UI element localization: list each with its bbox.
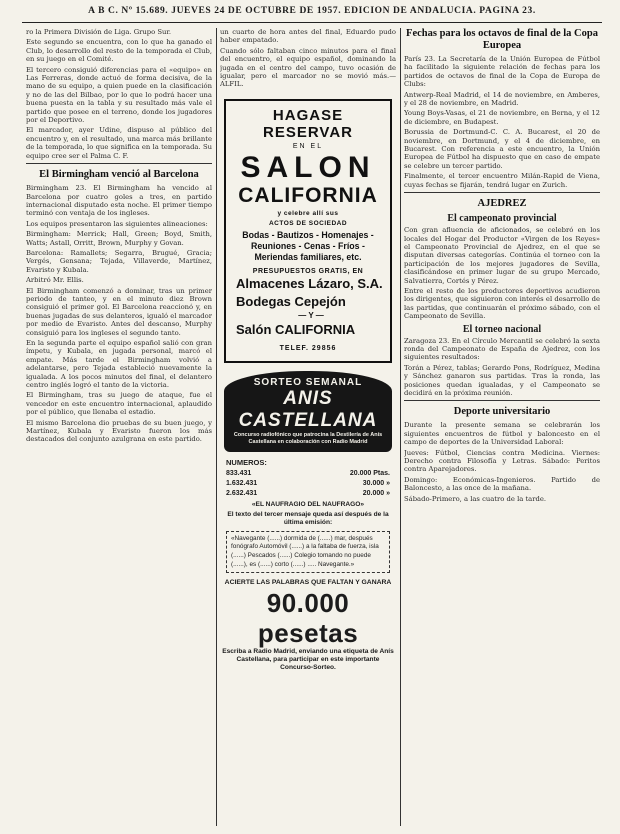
prize-amount: 90.000 pesetas (257, 587, 359, 648)
article-paragraph: Arbitró Mr. Ellis. (26, 276, 84, 285)
ad-line: y celebre allí sus (277, 209, 339, 217)
article-paragraph: El marcador, ayer Udine, dispuso al público del encuentro y, en el resultado, una marca más brillante de la temporada, lo que significa en la temporada. Su equipo cree ser el Palma C. F. (26, 126, 212, 160)
ad-anis-sub: Concurso radiofónico que patrocina la Destilería de Anís Castellana en colaboración con Radio Madrid (233, 431, 383, 445)
number: 833.431 (226, 469, 252, 477)
article-paragraph: Este segundo se encuentra, con lo que ha ganado el Club, lo desarrollo del resto de la temporada el Club, en su juego en el Comité. (26, 38, 212, 64)
headline-ajedrez: AJEDREZ (477, 198, 527, 210)
article-paragraph: Domingo: Económicas-Ingenieros. Partido de Baloncesto, a las once de la mañana. (404, 475, 600, 493)
article-paragraph: Entre el resto de los productores deportivos acudieron los dirigentes, que siguieron con interés el desarrollo de las partidas, que continuarán el próximo sábado, con el Campeonato de Sevilla. (404, 286, 600, 321)
prize-ad (220, 579, 396, 671)
headline-deporte-universitario: Deporte universitario (453, 406, 551, 418)
number: 2.632.431 (226, 489, 258, 497)
ad-business-california: Salón CALIFORNIA (236, 321, 356, 337)
ad-reserve-heading: HAGASE RESERVAR (263, 106, 353, 141)
right-column (404, 28, 600, 826)
ad-telephone: TELEF. 29856 (279, 344, 337, 352)
ad-events: Bodas - Bautizos - Homenajes - Reuniones - Cenas - Fríos - Meriendas familiares, etc. (242, 229, 374, 262)
headline-copa-europea: Fechas para los octavos de final de la Copa Europea (406, 28, 598, 51)
ad-sorteo: SORTEO SEMANAL (253, 376, 363, 388)
header-rule (22, 22, 602, 23)
article-paragraph: El tercero consiguió diferencias para el «equipo» en Las Ferreras, donde actuó de forma decisiva, de la mano de su equipo, a quien puede en la clasificación y no de las del Bilbao, por lo que lo podrá hacer una buena puesta en la tabla y su resultado más vale el partido que posee en el terreno, donde los jugadores por el Deportivo. (26, 65, 212, 125)
amount: 20.000 » (362, 489, 390, 497)
column-divider-right (400, 28, 401, 826)
column-divider-left (216, 28, 217, 826)
anis-castellana-ad (224, 371, 392, 452)
winning-numbers (226, 458, 390, 499)
article-paragraph: Borussia de Dortmund-C. C. A. Bucarest, el 20 de noviembre, en Dortmund, y el 4 de diciembre, en Bucarest. Con referencia a este encuentro, la Unión Europea de Fútbol ha dispuesto que en caso de empate se celebre un tercer partido. (404, 128, 600, 170)
ad-texto: El texto del tercer mensaje queda así después de la última emisión: (227, 510, 389, 526)
ad-naufragio: «EL NAUFRAGIO DEL NAUFRAGO» (251, 500, 365, 508)
ad-business-lazaro: Almacenes Lázaro, S.A. (236, 275, 383, 291)
salon-california-ad (224, 99, 392, 363)
number-row (226, 469, 390, 479)
article-paragraph: El Birmingham, tras su juego de ataque, fue el vencedor en este encuentro internacional, aplaudido por el público, que llenaba el estadio. (26, 391, 212, 417)
ad-california: CALIFORNIA (238, 183, 378, 207)
article-paragraph: París 23. La Secretaría de la Unión Europea de Fútbol ha facilitado la siguiente relación de fechas para los partidos de octavos de final de la Copa de Europa de Clubs: (404, 55, 600, 89)
article-paragraph: Barcelona: Ramallets; Segarra, Brugué, Gracia; Vergés, Gensana; Tejada, Villaverde, Martínez, Evaristo y Kubala. (26, 248, 212, 274)
section-divider (404, 400, 600, 401)
article-paragraph: Zaragoza 23. En el Círculo Mercantil se celebró la sexta ronda del Campeonato de España de Ajedrez, con los siguientes resultados: (404, 336, 600, 362)
article-paragraph: Con gran afluencia de aficionados, se celebró en los locales del Hogar del Productor «Virgen de los Reyes» el Campeonato Provincial de Ajedrez, en el que se disputan diversas categorías. Continúa el torneo con la participación de los mejores jugadores de Sevilla, clasificándose en primer lugar de su grupo Mercado, Salvatierra, Cortés y Pérez. (404, 226, 600, 285)
ad-salon: SALON (240, 150, 376, 184)
puzzle-text: «Navegante (......) dormida de (......) mar, después fonógrafo Automóvil (......) a la faltaba de fuerza, isla (......) Pescados (......) Colegio tomando no puede (......), es (......) corto (......) ..... Navegante.» (226, 531, 390, 573)
prize-callout: ACIERTE LAS PALABRAS QUE FALTAN Y GANARA (224, 579, 392, 587)
ad-en: EN EL (292, 142, 324, 150)
section-divider (404, 192, 600, 193)
number-row (226, 479, 390, 489)
article-paragraph: Cuando sólo faltaban cinco minutos para el final del encuentro, el equipo español, dominando la jugada en el centro del campo, tuvo ocasión de igualar, pero el marcador no se movió más.—ALFIL. (220, 46, 396, 89)
article-paragraph: un cuarto de hora antes del final, Eduardo pudo haber empatado. (220, 28, 396, 45)
middle-column (220, 28, 396, 826)
article-paragraph: Young Boys-Vasas, el 21 de noviembre, en Berna, y el 12 de diciembre, en Budapest. (404, 109, 600, 126)
amount: 30.000 » (362, 479, 390, 487)
left-column (26, 28, 212, 826)
article-paragraph: Birmingham: Merrick; Hall, Green; Boyd, Smith, Watts; Astall, Orritt, Brown, Murphy y Govan. (26, 230, 212, 247)
page-header: A B C. Nº 15.689. JUEVES 24 DE OCTUBRE DE 1957. EDICION DE ANDALUCIA. PAGINA 23. (88, 6, 536, 16)
ad-presupuestos: PRESUPUESTOS GRATIS, EN (252, 267, 364, 275)
article-paragraph: Finalmente, el tercer encuentro Milán-Rapid de Viena, cuyas fechas se fijarán, tendrá lugar en Zurich. (404, 172, 600, 189)
article-paragraph: El Birmingham comenzó a dominar, tras un primer periodo de tanteo, y en el minuto diez Brown consiguió el primer gol. El Barcelona reaccionó y, en buenas jugadas de sus delanteros, igualó el marcador por medio de Evaristo. Antes del descanso, Murphy consiguió para los ingleses el segundo tanto. (26, 286, 212, 337)
subhead-torneo-nacional: El torneo nacional (462, 323, 542, 335)
ad-anis-title: ANIS CASTELLANA (238, 387, 378, 431)
article-paragraph: En la segunda parte el equipo español salió con gran ímpetu, y Kubala, en jugada personal, marcó el empate. Más tarde el Birmingham volvió a adelantarse, pero Tejada estableció nuevamente la igualada. A los pocos minutos del final, el delantero centro inglés logró el tanto de la victoria. (26, 339, 212, 390)
ad-business-cepejon: Bodegas Cepejón (236, 293, 346, 309)
article-paragraph: Jueves: Fútbol, Ciencias contra Medicina. Viernes: Derecho contra Filosofía y Letras. Sábado: Peritos contra Aparejadores. (404, 448, 600, 474)
article-paragraph: Antwerp-Real Madrid, el 14 de noviembre, en Amberes, y el 28 de noviembre, en Madrid. (404, 90, 600, 108)
headline-birmingham: El Birmingham venció al Barcelona (39, 169, 199, 181)
subhead-provincial: El campeonato provincial (447, 213, 557, 225)
article-paragraph: Los equipos presentaron las siguientes alineaciones: (26, 219, 208, 228)
article-paragraph: Torán a Pérez, tablas; Gerardo Pons, Rodríguez, Medina y Sánchez ganaron sus partidas. Tras la ronda, las posiciones quedan igualadas, y el Campeonato se decidirá en la próxima reunión. (404, 363, 600, 397)
prize-instructions: Escriba a Radio Madrid, enviando una etiqueta de Anís Castellana, para participar en este importante Concurso-Sorteo. (222, 647, 394, 671)
ad-y: — Y — (298, 310, 324, 320)
number-row (226, 489, 390, 499)
amount: 20.000 Ptas. (349, 469, 390, 477)
numbers-label: NUMEROS: (226, 457, 267, 467)
article-paragraph: Birmingham 23. El Birmingham ha vencido al Barcelona por cuatro goles a tres, en partido internacional disputado esta noche. El primer tiempo terminó con ventaja de los ingleses. (26, 184, 212, 218)
article-paragraph: ro la Primera División de Liga. Grupo Sur. (26, 28, 172, 36)
article-paragraph: Durante la presente semana se celebrarán los siguientes encuentros de fútbol y baloncesto en el campo de deportes de la Universidad Laboral: (404, 421, 600, 447)
number: 1.632.431 (226, 479, 258, 487)
ad-line: ACTOS DE SOCIEDAD (268, 219, 348, 227)
section-divider (26, 163, 212, 164)
article-paragraph: El mismo Barcelona dio pruebas de su buen juego, y Martínez, Kubala y Evaristo fueron los más destacados del conjunto azulgrana en este partido. (26, 418, 212, 444)
article-paragraph: Sábado-Primero, a las cuatro de la tarde. (404, 494, 547, 503)
